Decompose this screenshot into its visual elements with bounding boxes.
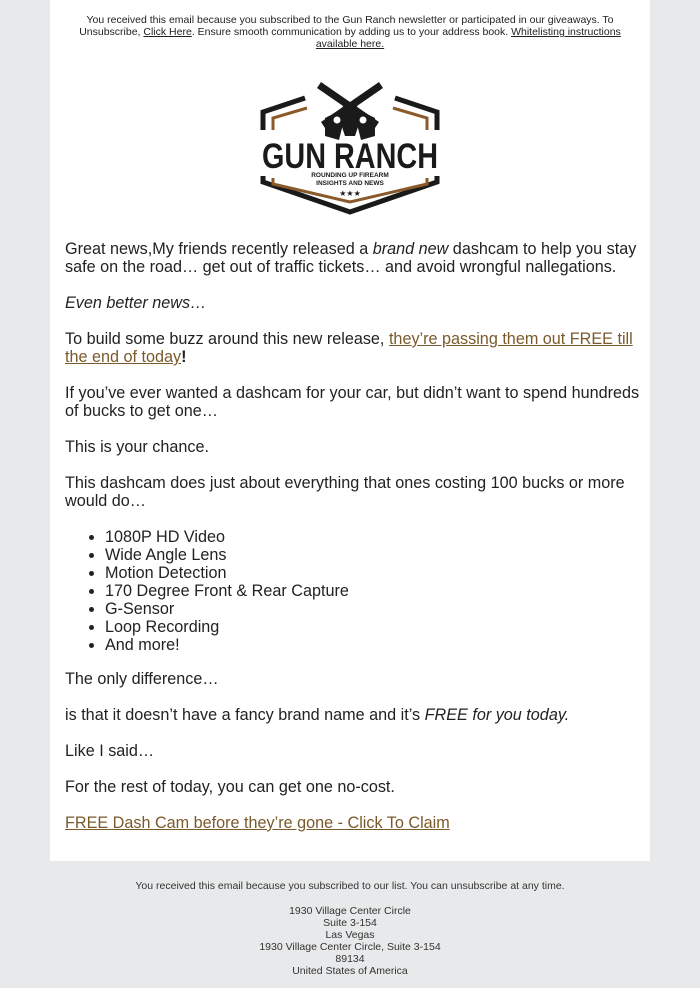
crossed-pistols-icon	[317, 82, 383, 140]
address-line: United States of America	[292, 965, 408, 977]
list-item: • And more!	[105, 636, 640, 654]
logo-graphic	[255, 78, 445, 218]
whitelisting-link[interactable]: Whitelisting instructions available here.	[315, 26, 621, 50]
list-item: • Motion Detection	[105, 564, 640, 582]
logo-tagline: ROUNDING UP FIREARM	[311, 172, 389, 179]
paragraph: Great news,My friends recently released a brand new dashcam to help you stay safe on the road… get out of traffic tickets… and avoid wrongful nallegations.	[65, 240, 637, 276]
paragraph: If you’ve ever wanted a dashcam for your car, but didn’t want to spend hundreds of bucks to get one…	[65, 384, 640, 420]
list-item: • G-Sensor	[105, 600, 640, 618]
address-line: Suite 3-154	[323, 917, 377, 929]
preheader-text: . Ensure smooth communication by adding us to your address book.	[191, 26, 512, 38]
paragraph: Even better news…	[65, 294, 207, 312]
paragraph: For the rest of today, you can get one no-cost.	[65, 778, 395, 796]
paragraph: is that it doesn’t have a fancy brand name and it’s FREE for you today.	[65, 706, 570, 724]
address-line: 1930 Village Center Circle	[289, 905, 411, 917]
preheader-text: You received this email because you subscribed to the Gun Ranch newsletter or participated in our giveaways. To Unsubscribe,	[79, 14, 614, 38]
free-offer-link[interactable]: they’re passing them out FREE till the end of today	[65, 330, 633, 366]
paragraph: The only difference…	[65, 670, 219, 688]
paragraph: To build some buzz around this new release, they’re passing them out FREE till the end of today!	[65, 330, 633, 366]
preheader	[62, 14, 638, 50]
address-line: 1930 Village Center Circle, Suite 3-154	[259, 941, 441, 953]
paragraph: Like I said…	[65, 742, 155, 760]
logo-stars: ★★★	[339, 189, 361, 198]
email-footer	[0, 880, 700, 977]
footer-note: You received this email because you subscribed to our list. You can unsubscribe at any time.	[135, 880, 565, 892]
list-item: • Wide Angle Lens	[105, 546, 640, 564]
paragraph	[65, 814, 640, 832]
address-line: Las Vegas	[325, 929, 375, 941]
paragraph: This is your chance.	[65, 438, 209, 456]
unsubscribe-link[interactable]: Click Here	[143, 26, 192, 38]
email-body	[65, 240, 640, 850]
list-item: • 1080P HD Video	[105, 528, 640, 546]
list-item: • 170 Degree Front & Rear Capture	[105, 582, 640, 600]
logo-tagline: INSIGHTS AND NEWS	[316, 180, 384, 187]
gun-ranch-logo	[255, 78, 445, 218]
feature-list	[65, 528, 640, 654]
paragraph: This dashcam does just about everything that ones costing 100 bucks or more would do…	[65, 474, 625, 510]
logo-title: GUN RANCH	[262, 137, 438, 176]
address-line: 89134	[335, 953, 365, 965]
claim-dashcam-link[interactable]: FREE Dash Cam before they’re gone - Click To Claim	[65, 814, 450, 832]
list-item: • Loop Recording	[105, 618, 640, 636]
